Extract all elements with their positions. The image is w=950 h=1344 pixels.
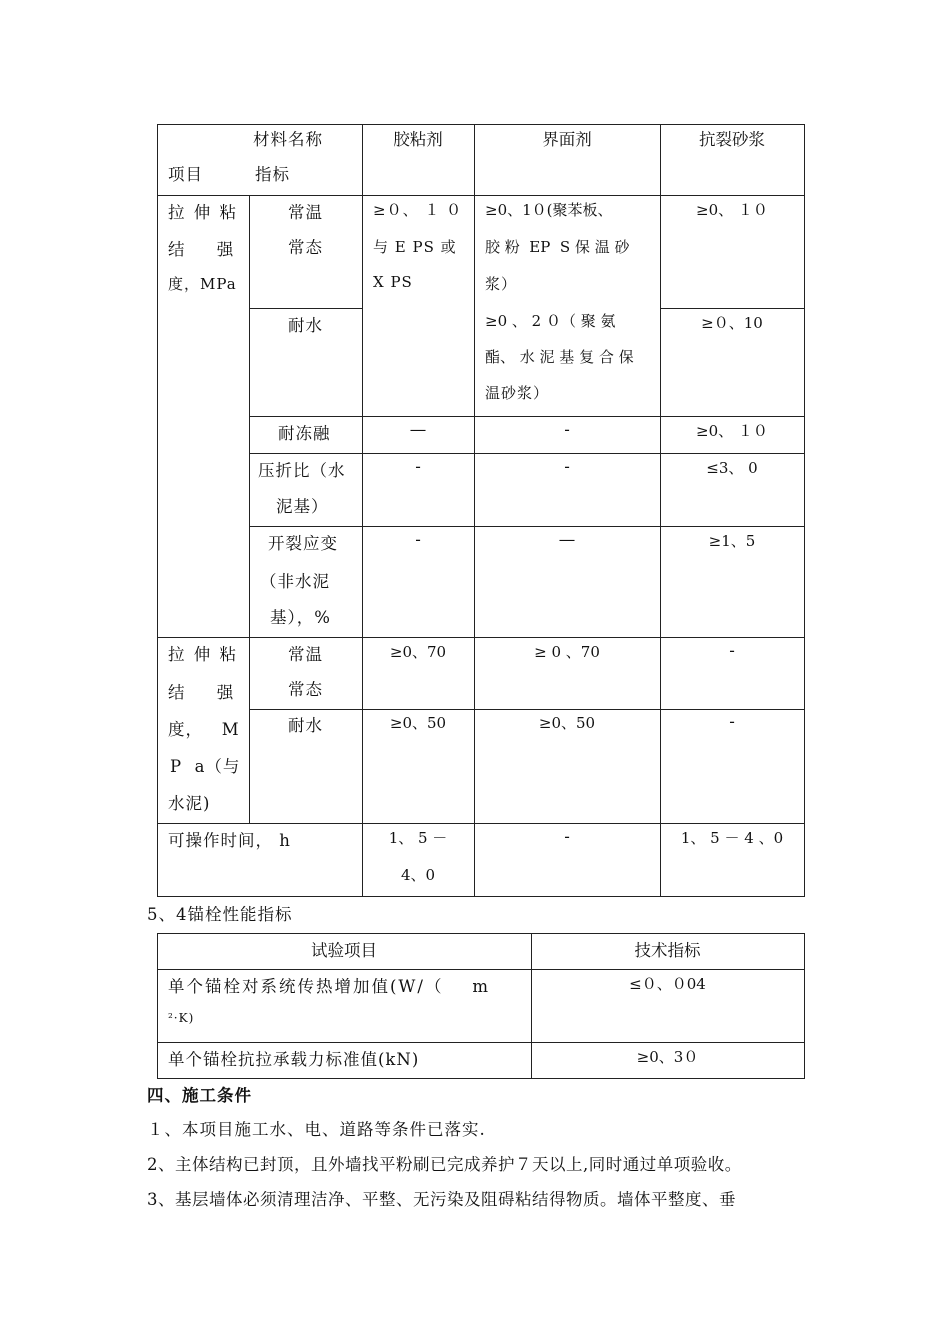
table-border [249,195,250,823]
sub-crack-strain-line3: 基），% [270,608,331,627]
table-border [157,969,805,970]
crack-strain-value: ≥1、5 [708,532,756,550]
table-border [249,308,362,309]
group2-label-line4: P a（与 [170,757,241,776]
group1-label-line2: 结 强 [168,240,235,259]
table-border [362,124,363,897]
table-border [157,195,805,196]
header-interface-agent: 界面剂 [542,130,592,149]
anchor-heat-value: ≤０、０04 [629,975,706,993]
sub-compression-ratio-line1: 压折比（水 [258,461,346,480]
interface-time-value: - [564,827,570,846]
table-border [249,709,805,710]
group2-label-line5: 水泥) [168,794,211,813]
crack-ratio-value: ≤3、 0 [706,459,758,477]
anchor-tensile-label: 单个锚栓抗拉承载力标准值(kN) [168,1050,420,1069]
table-border [249,416,805,417]
table-border [660,308,805,309]
table-border [157,933,805,934]
interface-value-line2: 胶 粉 EP S 保 温 砂 [485,238,630,256]
sub-freeze-thaw: 耐冻融 [278,424,331,443]
interface-ratio-value: - [564,457,570,476]
interface-cement-normal-value: ≥ 0 、70 [534,643,600,661]
paragraph-1: １、本项目施工水、电、道路等条件已落实. [147,1120,486,1139]
group2-label-line1: 拉 伸 粘 [168,645,238,664]
sub-normal-state: 常态 [288,238,323,257]
sub-crack-strain-line2: （非水泥 [260,572,330,591]
sub-crack-strain-line1: 开裂应变 [268,534,338,553]
crack-value: ≥0、 １０ [696,201,768,219]
sub-normal-state-2: 常态 [288,680,323,699]
interface-water-line2: 酯、 水 泥 基 复 合 保 [485,348,634,366]
table-border [660,124,661,897]
adhesive-cement-normal-value: ≥0、70 [389,643,447,661]
sub-normal-temp: 常温 [288,203,323,222]
interface-water-line1: ≥0 、 2 ０（ 聚 氨 [485,312,616,330]
table-border [804,933,805,1079]
interface-freeze-value: - [564,420,570,439]
adhesive-freeze-value: — [409,420,427,439]
anchor-tensile-value: ≥0、3０ [636,1048,699,1066]
adhesive-value-line1: ≥０、 １ ０ [373,201,463,219]
sub-compression-ratio-line2: 泥基） [276,497,329,516]
paragraph-3: 3、基层墙体必须清理洁净、平整、无污染及阻碍粘结得物质。墙体平整度、垂 [147,1190,736,1209]
table-border [804,124,805,897]
operable-time-label: 可操作时间， h [168,831,291,850]
adhesive-value-line3: X PS [373,273,413,291]
crack-cement-water-value: - [729,712,735,731]
header-material-name: 材料名称 [253,130,323,149]
sub-normal-temp-2: 常温 [288,645,323,664]
table-border [157,637,805,638]
table-border [157,124,158,897]
adhesive-strain-value: - [415,530,421,549]
header-crack-mortar: 抗裂砂浆 [699,130,765,149]
interface-cement-water-value: ≥0、50 [538,714,596,732]
adhesive-time-line1: 1、 5 － [388,829,448,847]
anchor-heat-label-line1: 单个锚栓对系统传热增加值(W/（ m [168,977,491,996]
adhesive-ratio-value: - [415,457,421,476]
anchor-heat-label-line2: ²·K) [168,1011,195,1025]
interface-value-line1: ≥0、1０(聚苯板、 [485,201,613,219]
crack-time-value: 1、 5 － 4 、0 [680,829,784,847]
table-border [157,1078,805,1079]
table-border [157,1042,805,1043]
section-heading-anchor-performance: 5、4锚栓性能指标 [147,905,293,924]
table-border [157,896,805,897]
table-border [474,124,475,897]
section-title-construction-conditions: 四、施工条件 [147,1086,252,1105]
header-item: 项目 [168,165,203,184]
table-border [157,124,805,125]
group1-label-line3: 度，MPa [168,275,237,293]
sub-water-resistance-2: 耐水 [288,716,323,735]
interface-value-line3: 浆） [485,275,518,293]
crack-cement-normal-value: - [729,641,735,660]
adhesive-value-line2: 与 E PS 或 [373,238,457,256]
table-border [249,453,805,454]
sub-water-resistance: 耐水 [288,316,323,335]
paragraph-2: 2、主体结构已封顶，且外墙找平粉刷已完成养护７天以上,同时通过单项验收。 [147,1155,742,1174]
header-test-item: 试验项目 [311,941,377,960]
adhesive-cement-water-value: ≥0、50 [389,714,447,732]
table-border [157,823,805,824]
group2-label-line3: 度， M [168,720,240,739]
header-index: 指标 [255,165,290,184]
header-technical-index: 技术指标 [634,941,701,960]
adhesive-time-line2: 4、0 [400,866,436,884]
group1-label-line1: 拉 伸 粘 [168,203,238,222]
group2-label-line2: 结 强 [168,683,235,702]
interface-strain-value: — [558,530,576,549]
interface-water-line3: 温砂浆） [485,384,550,402]
crack-water-value: ≥０、10 [701,314,763,332]
header-adhesive: 胶粘剂 [393,130,443,149]
crack-freeze-value: ≥0、 １０ [696,422,768,440]
table-border [249,526,805,527]
